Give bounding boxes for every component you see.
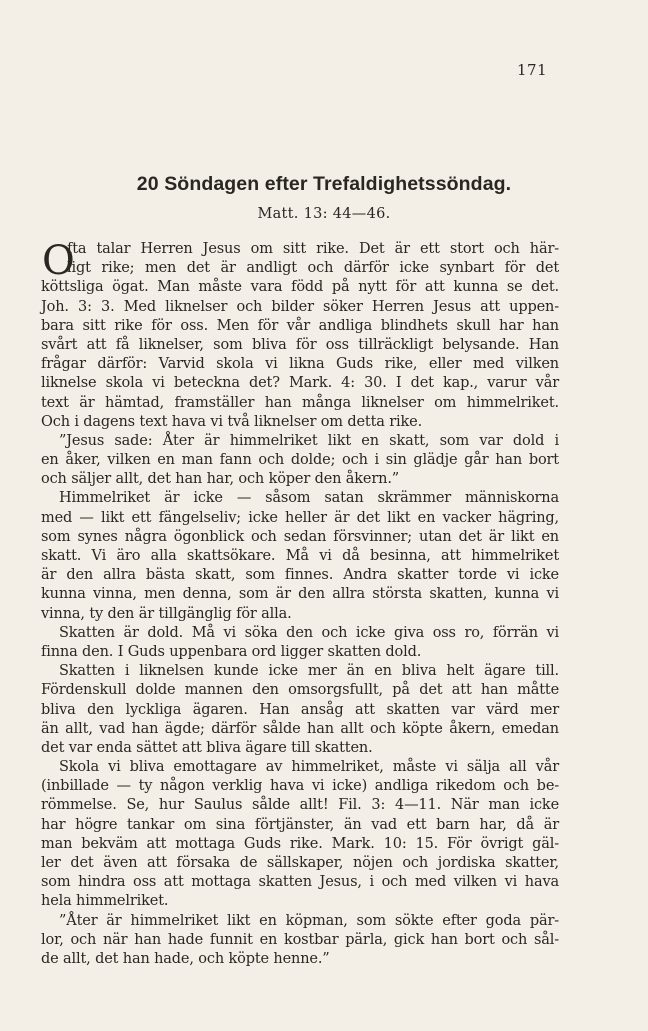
- text-line: har högre tankar om sina förtjänster, än vad ett barn har, då är: [41, 816, 559, 833]
- text-line: de allt, det han hade, och köpte henne.”: [41, 950, 330, 967]
- text-line: det var enda sättet att bliva ägare till skatten.: [41, 739, 373, 756]
- text-line: som hindra oss att mottaga skatten Jesus, i och med vilken vi hava: [41, 874, 559, 891]
- text-line: kunna vinna, men denna, som är den allra största skatten, kunna vi: [41, 586, 559, 603]
- text-line: liknelse skola vi beteckna det? Mark. 4: 30. I det kap., varur vår: [41, 375, 559, 392]
- text-line: finna den. I Guds uppenbara ord ligger skatten dold.: [41, 643, 422, 660]
- text-line: köttsliga ögat. Man måste vara född på nytt för att kunna se det.: [41, 279, 559, 296]
- text-line: text är hämtad, framställer han många liknelser om himmelriket.: [41, 394, 559, 411]
- text-line: Skatten i liknelsen kunde icke mer än en bliva helt ägare till.: [59, 663, 559, 680]
- text-line: hela himmelriket.: [41, 893, 169, 910]
- page-number: 171: [517, 61, 548, 79]
- text-line: Fördenskull dolde mannen den omsorgsfullt, på det att han måtte: [41, 682, 559, 699]
- text-line: Och i dagens text hava vi två liknelser om detta rike.: [41, 413, 423, 430]
- text-line: vinna, ty den är tillgänglig för alla.: [41, 605, 292, 622]
- text-line: med — likt ett fängelseliv; icke heller är det likt en vacker hägring,: [41, 509, 559, 526]
- text-line: Joh. 3: 3. Med liknelser och bilder söker Herren Jesus att uppen-: [41, 298, 559, 315]
- text-line: bliva den lyckliga ägaren. Han ansåg att skatten var värd mer: [41, 701, 559, 718]
- text-line: fta talar Herren Jesus om sitt rike. Det är ett stort och här-: [67, 241, 559, 257]
- text-line: än allt, vad han ägde; därför sålde han allt och köpte åkern, emedan: [41, 720, 559, 737]
- text-line: Skola vi bliva emottagare av himmelriket, måste vi sälja all vår: [59, 759, 559, 776]
- text-line: ”Jesus sade: Åter är himmelriket likt en skatt, som var dold i: [59, 432, 559, 449]
- text-line: (inbillade — ty någon verklig hava vi icke) andliga rikedom och be-: [41, 778, 559, 795]
- text-line: ler det även att försaka de sällskaper, nöjen och jordiska skatter,: [41, 855, 559, 871]
- text-line: ligt rike; men det är andligt och därför icke synbart för det: [67, 260, 559, 277]
- text-line: svårt att få liknelser, som bliva för oss tillräckligt belysande. Han: [41, 336, 559, 353]
- text-line: lor, och när han hade funnit en kostbar pärla, gick han bort och sål-: [41, 931, 559, 948]
- body-text: [41, 240, 559, 969]
- text-line: bara sitt rike för oss. Men för vår andliga blindhets skull har han: [41, 317, 559, 334]
- text-line: som synes några ögonblick och sedan försvinner; utan det är likt en: [41, 528, 559, 545]
- text-line: römmelse. Se, hur Saulus sålde allt! Fil. 3: 4—11. När man icke: [41, 797, 559, 814]
- text-line: frågar därför: Varvid skola vi likna Guds rike, eller med vilken: [41, 356, 559, 373]
- text-line: Himmelriket är icke — såsom satan skrämmer människorna: [59, 490, 559, 507]
- drop-cap: O: [42, 238, 75, 284]
- text-line: skatt. Vi äro alla skattsökare. Må vi då besinna, att himmelriket: [41, 548, 559, 564]
- text-line: man bekväm att mottaga Guds rike. Mark. 10: 15. För övrigt gäl-: [41, 835, 559, 852]
- text-line: Skatten är dold. Må vi söka den och icke giva oss ro, förrän vi: [59, 624, 559, 641]
- text-line: en åker, vilken en man fann och dolde; och i sin glädje går han bort: [41, 452, 559, 469]
- text-line: och säljer allt, det han har, och köper den åkern.”: [41, 471, 400, 488]
- text-line: är den allra bästa skatt, som finnes. Andra skatter torde vi icke: [41, 567, 559, 584]
- scripture-reference: Matt. 13: 44—46.: [257, 206, 391, 222]
- text-line: ”Åter är himmelriket likt en köpman, som sökte efter goda pär-: [59, 912, 559, 929]
- sermon-title: 20 Söndagen efter Trefaldighetssöndag.: [136, 173, 512, 195]
